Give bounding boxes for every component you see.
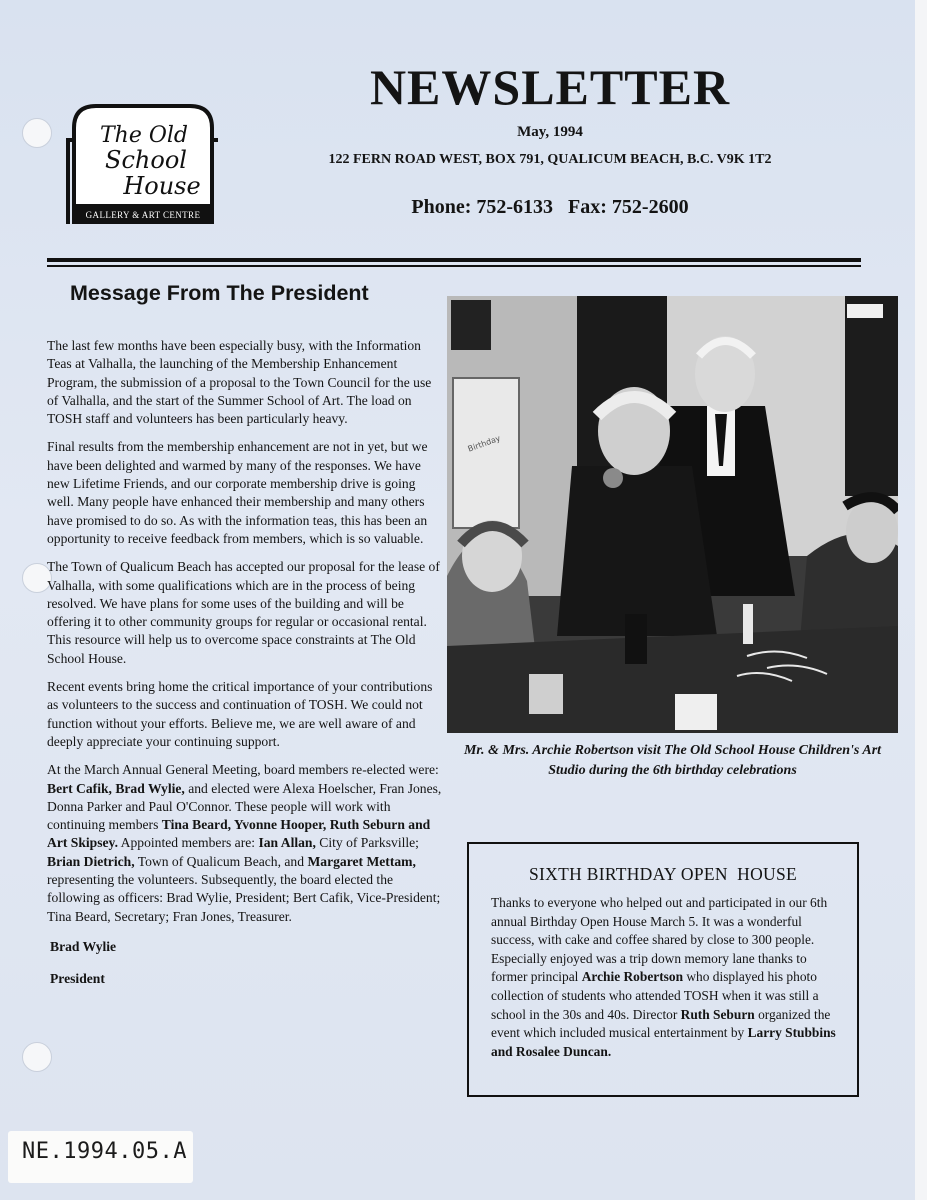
newsletter-title: NEWSLETTER	[369, 59, 731, 115]
open-house-text: Thanks to everyone who helped out and participated in our 6th annual Birthday Open House March 5. It was a wonderful success, with cake and coffee shared by close to 300 people. Especially enjoyed was a trip down memory lane thanks to former principal	[491, 895, 828, 985]
agm-name: Bert Cafik, Brad Wylie,	[47, 780, 185, 796]
issue-date: May, 1994	[517, 124, 583, 140]
president-heading: Message From The President	[70, 281, 369, 305]
masthead-rule-thin	[47, 265, 861, 267]
binder-hole-bottom	[22, 1042, 52, 1072]
mailing-address: 122 FERN ROAD WEST, BOX 791, QUALICUM BEACH, B.C. V9K 1T2	[328, 152, 772, 167]
agm-name: Brian Dietrich,	[47, 853, 135, 869]
president-letter	[47, 337, 443, 989]
letter-paragraph: Recent events bring home the critical importance of your contributions as volunteers to the success and continuation of TOSH. We could not function without your efforts. Believe me, we are well aware of and deeply appreciate your continuing support.	[47, 679, 433, 749]
signature-name: Brad Wylie	[50, 938, 117, 954]
phone-fax: Phone: 752-6133 Fax: 752-2600	[411, 196, 689, 218]
letter-paragraph: Final results from the membership enhancement are not in yet, but we have been delighted and warmed by many of the responses. We have new Lifetime Friends, and our corporate membership drive is going well. Many people have enhanced their membership and many others have promised to do so. As with the information teas, this has been an opportunity to receive feedback from members, which is so valuable.	[47, 439, 428, 546]
logo-banner: GALLERY & ART CENTRE	[85, 210, 201, 220]
agm-text: and elected were Alexa Hoelscher, Fran Jones, Donna Parker and Paul O'Connor. These people will work with continuing members	[47, 780, 442, 833]
agm-text: Town of Qualicum Beach, and	[134, 853, 308, 869]
agm-text: City of Parksville;	[315, 835, 419, 851]
logo-line-1: The Old	[99, 123, 189, 148]
open-house-title: SIXTH BIRTHDAY OPEN HOUSE	[529, 864, 797, 884]
agm-name: Tina Beard, Yvonne Hooper, Ruth Seburn and Art Skipsey.	[47, 817, 431, 851]
open-house-body	[491, 894, 846, 1061]
binder-hole-top	[22, 118, 52, 148]
letter-paragraph: The Town of Qualicum Beach has accepted our proposal for the lease of Valhalla, with some qualifications which are in the process of being resolved. We have plans for some uses of the building and will be offering it to other community groups for regular or occasional rental. This resource will help us to overcome space constraints at The Old School House.	[47, 559, 440, 666]
open-house-name: Archie Robertson	[581, 969, 684, 985]
agm-name: Margaret Mettam,	[307, 853, 416, 869]
logo-line-2: School	[105, 146, 187, 174]
open-house-text: who displayed his photo collection of students who attended TOSH when it was still a school in the 30s and 40s. Director	[491, 969, 819, 1022]
logo-line-3: House	[123, 172, 201, 200]
poster-text: Birthday	[466, 433, 502, 454]
agm-text: At the March Annual General Meeting, board members re-elected were:	[47, 762, 439, 778]
birthday-photo	[447, 296, 898, 733]
agm-paragraph	[47, 761, 443, 926]
signature-title: President	[50, 971, 105, 987]
accession-number: NE.1994.05.A	[22, 1139, 187, 1164]
photo-caption: Mr. & Mrs. Archie Robertson visit The Old School House Children's Art Studio during the 6th birthday celebrations	[463, 743, 882, 778]
agm-text: Appointed members are:	[118, 835, 259, 851]
agm-name: Ian Allan,	[258, 835, 316, 851]
agm-text: representing the volunteers. Subsequently, the board elected the following as officers: Brad Wylie, President; Bert Cafik, Vice-President; Tina Beard, Secretary; Fran Jones, Treasurer.	[47, 872, 441, 924]
open-house-name: Larry Stubbins and Rosalee Duncan.	[491, 1025, 836, 1059]
open-house-text: organized the event which included musical entertainment by	[491, 1006, 831, 1041]
accession-label	[8, 1131, 193, 1183]
open-house-name: Ruth Seburn	[680, 1006, 755, 1022]
old-school-house-logo	[66, 100, 220, 226]
masthead-rule	[47, 258, 861, 262]
letter-paragraph: The last few months have been especially busy, with the Information Teas at Valhalla, the launching of the Membership Enhancement Program, the submission of a proposal to the Town Council for the use of Valhalla, and the start of the Summer School of Art. The load on TOSH staff and volunteers has been particularly heavy.	[47, 338, 432, 427]
page-edge	[915, 0, 927, 1200]
open-house-box	[467, 842, 859, 1097]
